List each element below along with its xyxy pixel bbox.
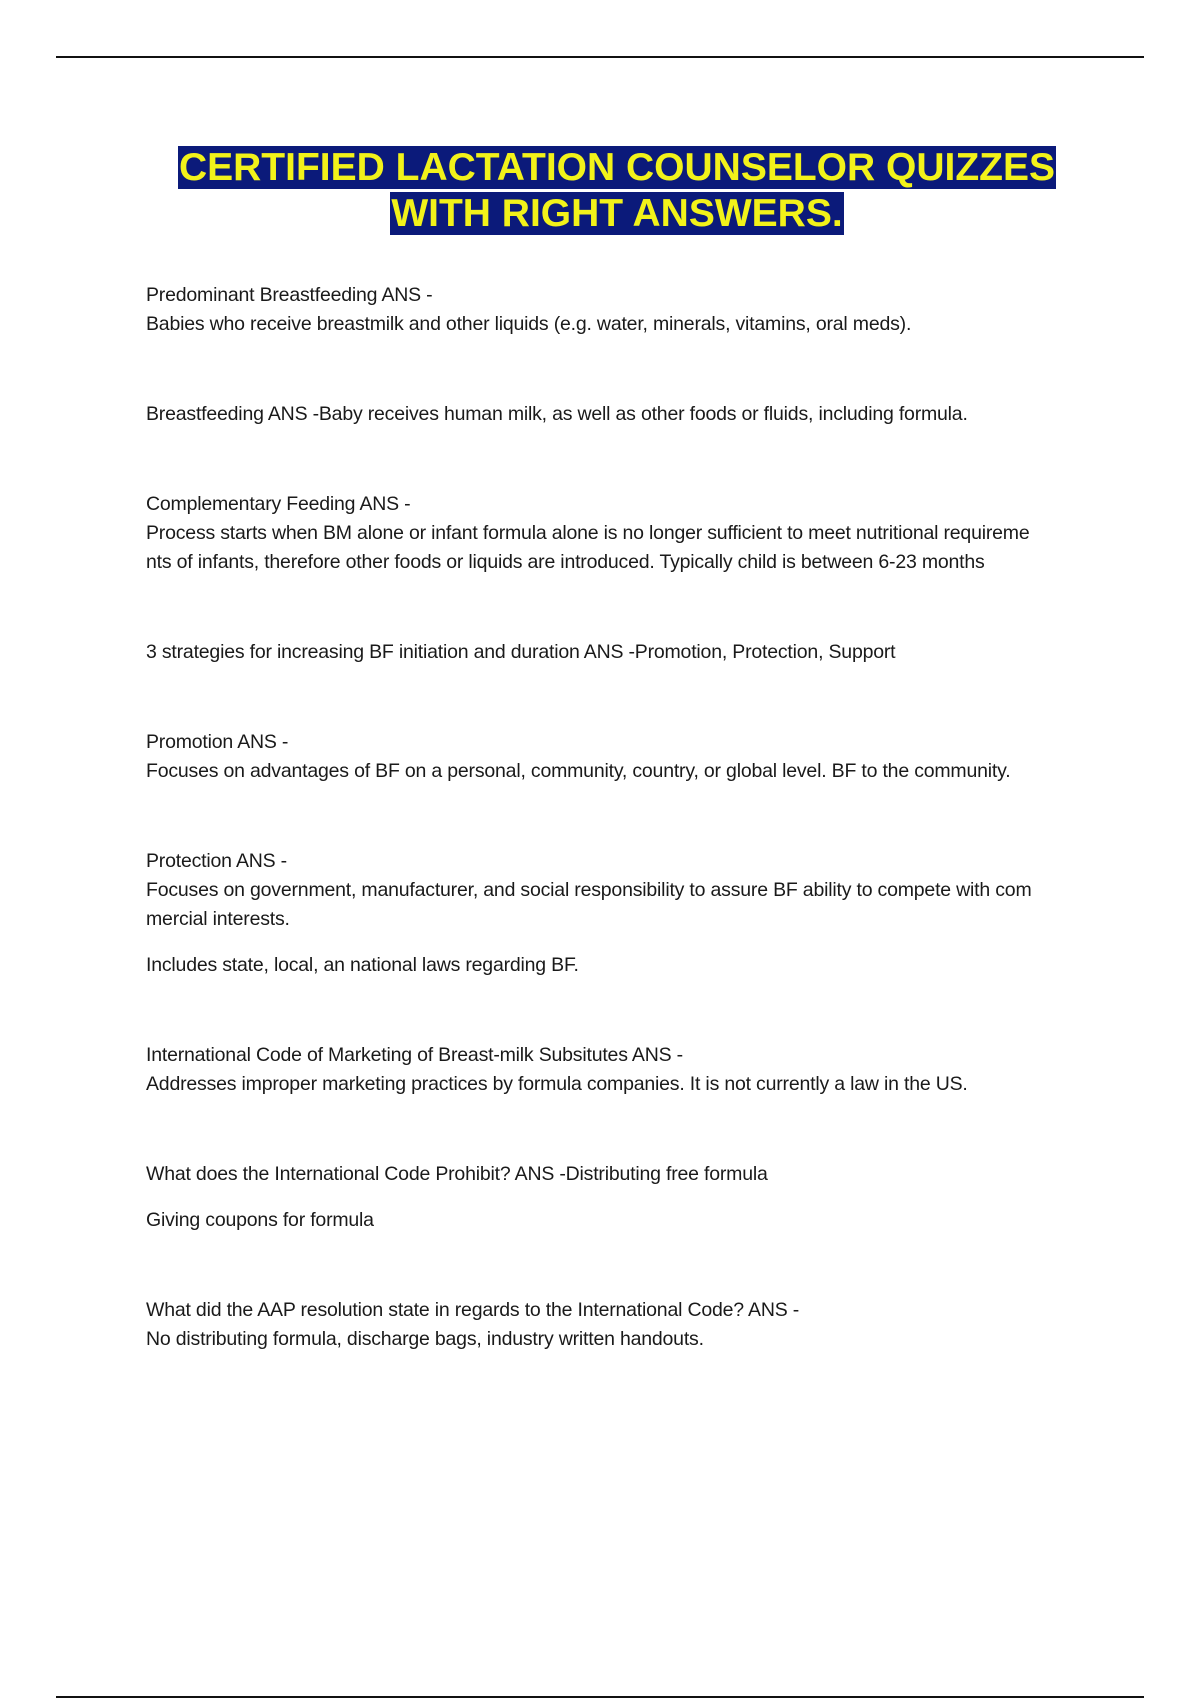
qa-entry-code-prohibits (146, 1160, 1096, 1235)
question: Predominant Breastfeeding ANS - (146, 284, 433, 306)
header-rule (56, 56, 1144, 58)
answer-line-1: Process starts when BM alone or infant formula alone is no longer sufficient to meet nutritional requireme (146, 522, 1030, 544)
qa-entry-predominant-breastfeeding (146, 281, 1096, 339)
qa-entry-aap-resolution (146, 1296, 1096, 1354)
question: International Code of Marketing of Breast-milk Subsitutes ANS - (146, 1044, 683, 1066)
qa-entry-protection (146, 847, 1096, 980)
question: Promotion ANS - (146, 731, 289, 753)
answer: Addresses improper marketing practices by formula companies. It is not currently a law in the US. (146, 1073, 968, 1095)
qa-entry-breastfeeding (146, 400, 1096, 429)
qa-entry-international-code (146, 1041, 1096, 1099)
title-line-2: WITH RIGHT ANSWERS. (391, 192, 843, 235)
footer-rule (56, 1696, 1144, 1698)
qa-list (146, 281, 1096, 1415)
question-answer: Breastfeeding ANS -Baby receives human milk, as well as other foods or fluids, including formula. (146, 403, 968, 425)
answer-extra: Giving coupons for formula (146, 1209, 374, 1231)
qa-entry-promotion (146, 728, 1096, 786)
answer-line-1: Focuses on government, manufacturer, and social responsibility to assure BF ability to compete with com (146, 879, 1032, 901)
question-answer: 3 strategies for increasing BF initiation and duration ANS -Promotion, Protection, Support (146, 641, 896, 663)
question: Complementary Feeding ANS - (146, 493, 411, 515)
question-answer: What does the International Code Prohibit? ANS -Distributing free formula (146, 1163, 768, 1185)
qa-entry-complementary-feeding (146, 490, 1096, 577)
answer: Focuses on advantages of BF on a personal, community, country, or global level. BF to the community. (146, 760, 1011, 782)
answer-line-2: nts of infants, therefore other foods or liquids are introduced. Typically child is between 6-23 months (146, 551, 985, 573)
answer-extra: Includes state, local, an national laws regarding BF. (146, 954, 579, 976)
qa-entry-three-strategies (146, 638, 1096, 667)
title-line-1: CERTIFIED LACTATION COUNSELOR QUIZZES (178, 146, 1056, 189)
answer: Babies who receive breastmilk and other liquids (e.g. water, minerals, vitamins, oral meds). (146, 313, 912, 335)
question: What did the AAP resolution state in regards to the International Code? ANS - (146, 1299, 800, 1321)
question: Protection ANS - (146, 850, 287, 872)
answer: No distributing formula, discharge bags, industry written handouts. (146, 1328, 704, 1350)
answer-line-2: mercial interests. (146, 908, 290, 930)
document-title (0, 145, 1200, 237)
